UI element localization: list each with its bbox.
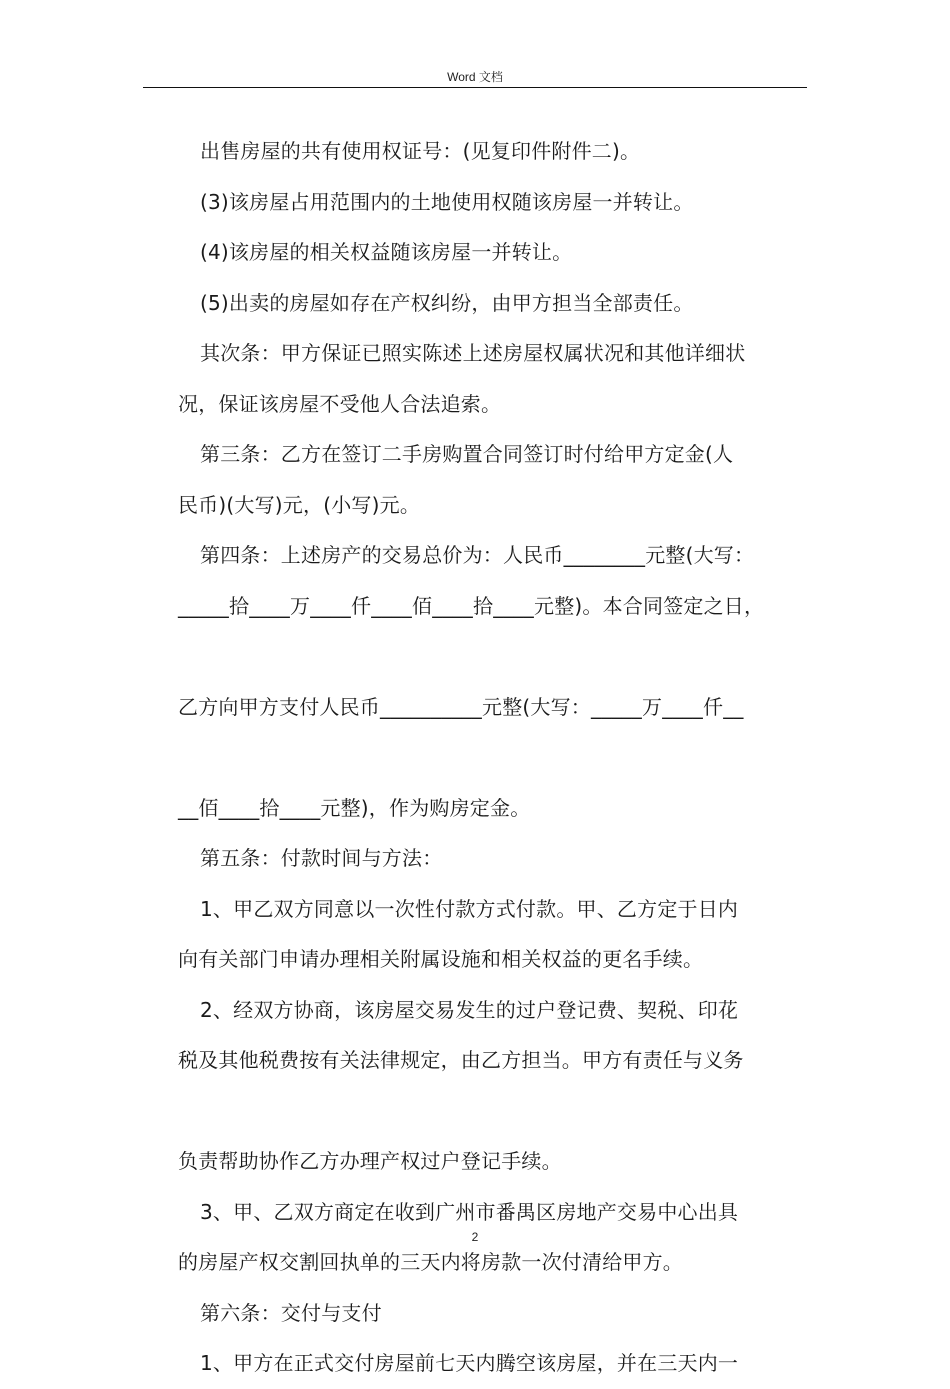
paragraph (178, 1288, 808, 1339)
paragraph-line: (4)该房屋的相关权益随该房屋一并转让。 (200, 240, 573, 264)
paragraph-line: 第四条：上述房产的交易总价为：人民币________元整(大写： (200, 543, 755, 567)
paragraph-line: 乙方向甲方支付人民币__________元整(大写：_____万____仟__ (178, 694, 744, 719)
paragraph-line: 3、甲、乙双方商定在收到广州市番禺区房地产交易中心出具 (200, 1199, 739, 1224)
paragraph (178, 177, 808, 228)
paragraph-line: 向有关部门申请办理相关附属设施和相关权益的更名手续。 (178, 947, 704, 971)
paragraph (178, 328, 808, 429)
paragraph (178, 227, 808, 278)
paragraph-line: (5)出卖的房屋如存在产权纠纷，由甲方担当全部责任。 (200, 290, 694, 315)
paragraph (178, 833, 808, 884)
paragraph (178, 1338, 808, 1389)
paragraph-line: 民币)(大写)元，(小写)元。 (178, 492, 421, 517)
paragraph-line: 2、经双方协商，该房屋交易发生的过户登记费、契税、印花 (200, 997, 739, 1022)
paragraph-line: _____拾____万____仟____佰____拾____元整)。本合同签定之日， (178, 593, 765, 618)
paragraph-line: 第六条：交付与支付 (200, 1300, 382, 1325)
paragraph (178, 126, 808, 177)
paragraph-line: 税及其他税费按有关法律规定，由乙方担当。甲方有责任与义务 (178, 1048, 744, 1072)
paragraph-line: 况，保证该房屋不受他人合法追索。 (178, 391, 502, 416)
document-body (178, 126, 808, 1389)
paragraph-line: 其次条：甲方保证已照实陈述上述房屋权属状况和其他详细状 (200, 341, 746, 365)
paragraph-line: 第三条：乙方在签订二手房购置合同签订时付给甲方定金(人 (200, 442, 734, 466)
paragraph (178, 530, 808, 833)
paragraph-line: 1、甲乙双方同意以一次性付款方式付款。甲、乙方定于日内 (200, 896, 739, 921)
paragraph-line: 第五条：付款时间与方法： (200, 846, 443, 870)
header-divider (143, 87, 807, 88)
page-number: 2 (471, 1230, 479, 1244)
paragraph-line: 1、甲方在正式交付房屋前七天内腾空该房屋，并在三天内一 (200, 1351, 739, 1375)
paragraph (178, 278, 808, 329)
paragraph-line: 负责帮助协作乙方办理产权过户登记手续。 (178, 1149, 562, 1173)
paragraph (178, 429, 808, 530)
paragraph-line: __佰____拾____元整)，作为购房定金。 (178, 795, 531, 820)
paragraph-line: 出售房屋的共有使用权证号：(见复印件附件二)。 (200, 139, 641, 163)
paragraph-line: 的房屋产权交割回执单的三天内将房款一次付清给甲方。 (178, 1250, 683, 1274)
paragraph (178, 985, 808, 1187)
paragraph (178, 884, 808, 985)
document-header-title: Word 文档 (447, 70, 503, 84)
paragraph-line: (3)该房屋占用范围内的土地使用权随该房屋一并转让。 (200, 189, 694, 214)
